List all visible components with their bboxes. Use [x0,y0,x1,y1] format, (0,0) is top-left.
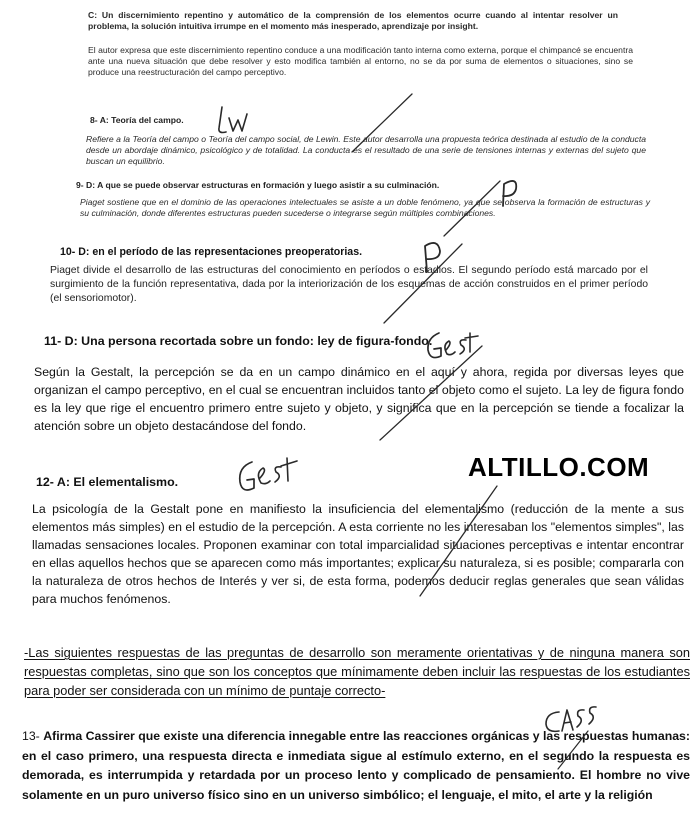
item-9-title: 9- D: A que se puede observar estructuras en formación y luego asistir a su culminación. [76,180,440,190]
item-11-body: Según la Gestalt, la percepción se da en un campo dinámico en el aquí y ahora, regida por diversas leyes que organizan el campo perceptivo, en el cual se encuentran incluidos tanto el objeto como el sujeto. La ley de figura fondo es la ley que rige el encuentro primero entre sujeto y objeto, y significa que en la percepción se tiende a focalizar la atención sobre un objeto destacándose del fondo. [34,365,684,433]
item-12-body: La psicología de la Gestalt pone en manifiesto la insuficiencia del elementalismo (reducción de la mente a sus elementos más simples) en el estudio de la percepción. A esta corriente no les interesaban los "elementos simples", las llamadas sensaciones locales. Proponen examinar con total imparcialidad situaciones perceptivas e intentar encontrar en ellas aquellos hechos que se aparecen como más importantes; explicar su naturaleza, si es posible; compararla con la naturaleza de otros hechos de Interés y ver si, de esta forma, podemos deducir reglas generales que sean válidas para muchos fenómenos. [32,502,684,606]
annotation-gest-1 [428,333,478,358]
item-10-body: Piaget divide el desarrollo de las estructuras del conocimiento en períodos o estadios. El segundo período está marcado por el surgimiento de la función representativa, dada por la interiorización de los esquemas de acción construidos en el primer período (el sensoriomotor). [50,265,648,305]
item-8-body: Refiere a la Teoría del campo o Teoría del campo social, de Lewin. Este autor desarrolla una propuesta teórica destinada al estudio de la conducta desde un abordaje dinámico, psicológico y de totalidad. La conducta es el resultado de una serie de tensiones internas y externas del sujeto que buscan un equilibrio. [86,134,646,166]
item-c-body: El autor expresa que este discernimiento repentino conduce a una modificación tanto interna como externa, porque el chimpancé se encuentra ante una nueva situación que debe resolver y esto modifica también al entorno, no se da por suma de elementos o situaciones, sino se produce una reestructuración del campo perceptivo. [88,45,633,77]
altillo-watermark: ALTILLO.COM [468,452,650,482]
item-10-title: 10- D: en el período de las representaciones preoperatorias. [60,246,363,258]
item-13-body [22,727,690,805]
item-13-lead: 13- [22,729,44,743]
item-c-title: C: Un discernimiento repentino y automático de la comprensión de los elementos ocurre cuando al intentar resolver un problema, la solución intuitiva irrumpe en el momento más inesperado, aprendizaje por insight. [88,10,618,31]
item-11-title: 11- D: Una persona recortada sobre un fondo: ley de figura-fondo. [44,334,433,348]
item-12-title: 12- A: El elementalismo. [36,475,179,489]
item-8-title: 8- A: Teoría del campo. [90,115,184,125]
item-9-body: Piaget sostiene que en el dominio de las operaciones intelectuales se asiste a un doble fenómeno, ya que se observa la formación de estructuras y su culminación, donde diferentes estructuras pueden sucederse o integrarse según múltiples combinaciones. [80,197,650,218]
item-13-text: Afirma Cassirer que existe una diferencia innegable entre las reacciones orgánicas y las respuestas humanas: en el caso primero, una respuesta directa e inmediata sigue al estímulo externo, en el segundo la respuesta es demorada, es interrumpida y retardada por un proceso lento y complicado de pensamiento. El hombre no vive solamente en un puro universo físico sino en un universo simbólico; el lenguaje, el mito, el arte y la religión [22,729,690,802]
notice-text: -Las siguientes respuestas de las preguntas de desarrollo son meramente orientativas y de ninguna manera son respuestas completas, sino que son los conceptos que mínimamente deben incluir las respuestas de los estudiantes para poder ser considerada con un mínimo de puntaje correcto- [24,645,690,698]
